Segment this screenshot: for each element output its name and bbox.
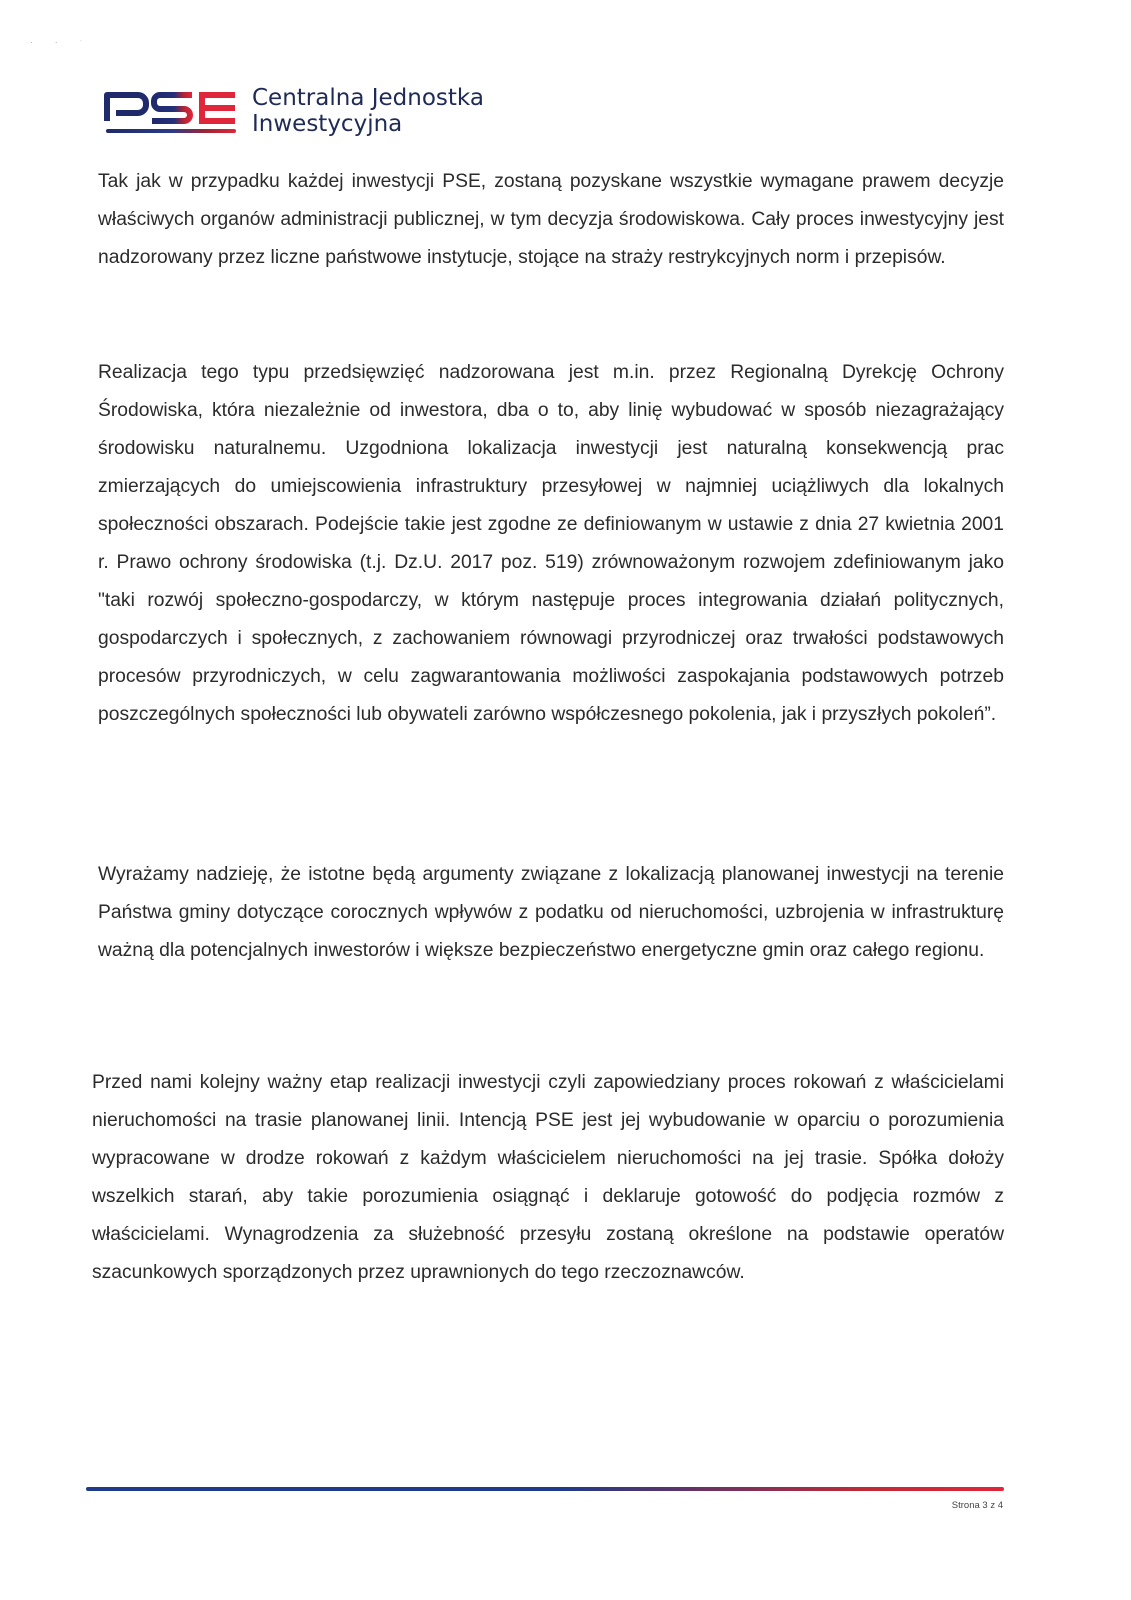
paragraph-text: Realizacja tego typu przedsięwzięć nadzorowana jest m.in. przez Regionalną Dyrekcję Ochrony Środowiska, która niezależnie od inwestora, dba o to, aby linię wybudować w sposób niezagrażający środowisku naturalnemu. Uzgodniona lokalizacja inwestycji jest naturalną konsekwencją prac zmierzających do umiejscowienia infrastruktury przesyłowej w najmniej uciążliwych dla lokalnych społeczności obszarach. Podejście takie jest zgodne ze definiowanym w ustawie z dnia 27 kwietnia 2001 r. Prawo ochrony środowiska (t.j. Dz.U. 2017 poz. 519) zrównoważonym rozwojem zdefiniowanym jako "taki rozwój społeczno-gospodarczy, w którym następuje proces integrowania działań politycznych, gospodarczych i społecznych, z zachowaniem równowagi przyrodniczej oraz trwałości podstawowych procesów przyrodniczych, w celu zagwarantowania możliwości zaspokajania podstawowych potrzeb poszczególnych społeczności lub obywateli zarówno współczesnego pokolenia, jak i przyszłych pokoleń”. [98, 362, 1004, 725]
organization-name-line2: Inwestycyjna [252, 111, 403, 137]
paragraph-rdos-supervision [98, 354, 1004, 734]
page-number: Strona 3 z 4 [951, 1500, 1003, 1511]
paragraph-text: Tak jak w przypadku każdej inwestycji PSE, zostaną pozyskane wszystkie wymagane prawem decyzje właściwych organów administracji publicznej, w tym decyzja środowiskowa. Cały proces inwestycyjny jest nadzorowany przez liczne państwowe instytucje, stojące na straży restrykcyjnych norm i przepisów. [98, 171, 1004, 268]
footer-divider [86, 1487, 1004, 1491]
organization-name [252, 85, 484, 137]
paragraph-benefits [98, 856, 1004, 970]
scan-artifacts: · · ˑ [30, 38, 92, 47]
paragraph-negotiations [92, 1064, 1004, 1292]
letterhead [104, 83, 484, 139]
paragraph-legal-decisions [98, 163, 1004, 277]
paragraph-text: Przed nami kolejny ważny etap realizacji inwestycji czyli zapowiedziany proces rokowań z właścicielami nieruchomości na trasie planowanej linii. Intencją PSE jest jej wybudowanie w oparciu o porozumienia wypracowane w drodze rokowań z każdym właścicielem nieruchomości na jej trasie. Spółka dołoży wszelkich starań, aby takie porozumienia osiągnąć i deklaruje gotowość do podjęcia rozmów z właścicielami. Wynagrodzenia za służebność przesyłu zostaną określone na podstawie operatów szacunkowych sporządzonych przez uprawnionych do tego rzeczoznawców. [92, 1072, 1004, 1283]
paragraph-text: Wyrażamy nadzieję, że istotne będą argumenty związane z lokalizacją planowanej inwestycji na terenie Państwa gminy dotyczące corocznych wpływów z podatku od nieruchomości, uzbrojenia w infrastrukturę ważną dla potencjalnych inwestorów i większe bezpieczeństwo energetyczne gmin oraz całego regionu. [98, 864, 1004, 961]
pse-logo-icon [104, 85, 238, 137]
organization-name-line1: Centralna Jednostka [252, 85, 484, 111]
